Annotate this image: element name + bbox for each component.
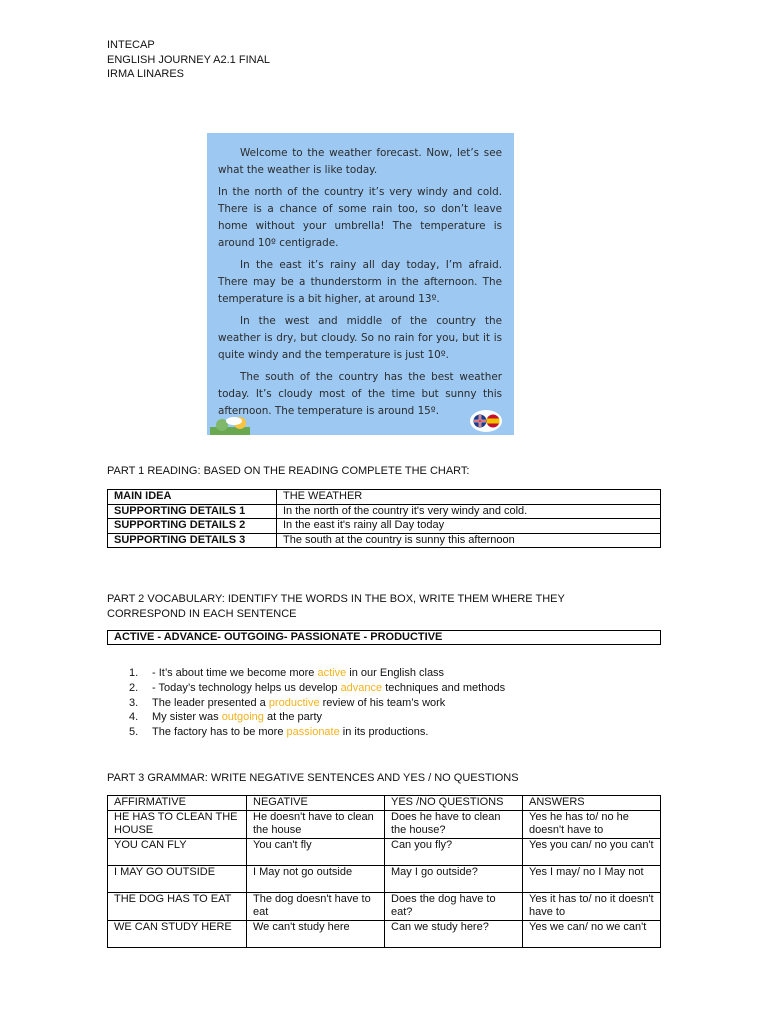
sentence-text-before: The leader presented a <box>152 696 269 709</box>
cell-negative: You can't fly <box>247 838 385 865</box>
chart-value-detail-3: The south at the country is sunny this afternoon <box>277 533 661 548</box>
sentence-text-before: - Today’s technology helps us develop <box>152 681 341 694</box>
reading-paragraph-5: The south of the country has the best weather today. It’s cloudy most of the time but sunny this afternoon. The temperature is around 15º. <box>218 371 502 417</box>
sentence-text-before: - It’s about time we become more <box>152 667 318 679</box>
sentence-text-before: The factory has to be more <box>152 726 287 739</box>
cell-negative: We can't study here <box>247 920 385 947</box>
chart-label-detail-2: SUPPORTING DETAILS 2 <box>108 519 277 534</box>
cell-answer: Yes I may/ no I May not <box>523 865 661 892</box>
table-row <box>108 892 661 920</box>
header-student: IRMA LINARES <box>107 68 185 80</box>
reading-paragraph-2: In the north of the country it’s very windy and cold. There is a chance of some rain too, so don’t leave home without your umbrella! The temperature is around 10º centigrade. <box>218 186 502 249</box>
sentence-text-after: techniques and methods <box>382 681 506 694</box>
chart-label-detail-3: SUPPORTING DETAILS 3 <box>108 533 277 548</box>
answer-word: productive <box>268 696 320 709</box>
table-row <box>108 838 661 865</box>
cell-affirmative: I MAY GO OUTSIDE <box>108 865 247 892</box>
flags-icon <box>470 410 502 432</box>
cell-answer: Yes we can/ no we can't <box>523 920 661 947</box>
grammar-table <box>107 795 661 948</box>
table-row <box>108 533 661 548</box>
table-row <box>108 810 661 838</box>
cell-negative: I May not go outside <box>247 865 385 892</box>
chart-label-main-idea: MAIN IDEA <box>108 490 277 505</box>
list-item <box>107 710 505 725</box>
chart-value-detail-2: In the east it's rainy all Day today <box>277 519 661 534</box>
list-number: 2. <box>129 681 139 694</box>
list-item <box>107 681 505 696</box>
cell-affirmative: HE HAS TO CLEAN THE HOUSE <box>108 810 247 838</box>
part1-title: PART 1 READING: BASED ON THE READING COMPLETE THE CHART: <box>107 465 470 477</box>
chart-label-detail-1: SUPPORTING DETAILS 1 <box>108 504 277 519</box>
part2-title <box>107 592 565 622</box>
reading-paragraph-3: In the east it’s rainy all day today, I’m afraid. There may be a thunderstorm in the afternoon. The temperature is a bit higher, at around 13º. <box>218 259 502 305</box>
part2-title-line1: PART 2 VOCABULARY: IDENTIFY THE WORDS IN THE BOX, WRITE THEM WHERE THEY <box>107 593 565 605</box>
sentence-text-before: My sister was <box>152 711 222 724</box>
part2-title-line2: CORRESPOND IN EACH SENTENCE <box>107 608 297 620</box>
answer-word: advance <box>340 681 383 694</box>
cell-negative: He doesn't have to clean the house <box>247 810 385 838</box>
cell-question: Does the dog have to eat? <box>385 892 523 920</box>
reading-paragraph-1: Welcome to the weather forecast. Now, let’s see what the weather is like today. <box>218 147 502 176</box>
cell-question: Can we study here? <box>385 920 523 947</box>
table-row <box>108 920 661 947</box>
reading-chart <box>107 489 661 548</box>
list-number: 4. <box>129 711 139 724</box>
column-header-negative: NEGATIVE <box>247 796 385 811</box>
table-row <box>108 504 661 519</box>
list-number: 3. <box>129 696 139 709</box>
vocabulary-sentences <box>107 666 505 740</box>
table-row <box>108 519 661 534</box>
column-header-answers: ANSWERS <box>523 796 661 811</box>
part3-title: PART 3 GRAMMAR: WRITE NEGATIVE SENTENCES AND YES / NO QUESTIONS <box>107 772 519 784</box>
cell-answer: Yes he has to/ no he doesn't have to <box>523 810 661 838</box>
sentence-text-after: in its productions. <box>339 726 429 739</box>
sentence-text-after: at the party <box>263 711 322 724</box>
cell-affirmative: THE DOG HAS TO EAT <box>108 892 247 920</box>
answer-word: outgoing <box>221 711 264 724</box>
header-course: ENGLISH JOURNEY A2.1 FINAL <box>107 53 271 66</box>
sentence-text-after: review of his team’s work <box>319 696 446 709</box>
cell-question: May I go outside? <box>385 865 523 892</box>
list-item <box>107 725 505 740</box>
cell-answer: Yes it has to/ no it doesn't have to <box>523 892 661 920</box>
table-header-row <box>108 796 661 811</box>
weather-illustration-icon <box>210 415 250 435</box>
cell-negative: The dog doesn't have to eat <box>247 892 385 920</box>
list-number: 5. <box>129 726 139 739</box>
list-item <box>107 696 505 711</box>
cell-answer: Yes you can/ no you can't <box>523 838 661 865</box>
table-row <box>108 490 661 505</box>
cell-question: Can you fly? <box>385 838 523 865</box>
list-item <box>107 666 505 681</box>
answer-word: active <box>317 667 347 679</box>
table-row <box>108 865 661 892</box>
column-header-questions: YES /NO QUESTIONS <box>385 796 523 811</box>
reading-paragraph-4: In the west and middle of the country the weather is dry, but cloudy. So no rain for you, but it is quite windy and the temperature is just 10º. <box>218 315 502 361</box>
column-header-affirmative: AFFIRMATIVE <box>108 796 247 811</box>
chart-value-detail-1: In the north of the country it's very windy and cold. <box>277 504 661 519</box>
answer-word: passionate <box>286 726 340 739</box>
weather-forecast-reading <box>207 133 514 435</box>
vocabulary-word-box: ACTIVE - ADVANCE- OUTGOING- PASSIONATE - PRODUCTIVE <box>107 630 661 645</box>
document-header <box>107 38 270 82</box>
header-institution: INTECAP <box>107 39 155 51</box>
cell-question: Does he have to clean the house? <box>385 810 523 838</box>
chart-value-main-idea: THE WEATHER <box>277 490 661 505</box>
sentence-text-after: in our English class <box>346 667 445 679</box>
list-number: 1. <box>129 667 139 679</box>
cell-affirmative: WE CAN STUDY HERE <box>108 920 247 947</box>
cell-affirmative: YOU CAN FLY <box>108 838 247 865</box>
